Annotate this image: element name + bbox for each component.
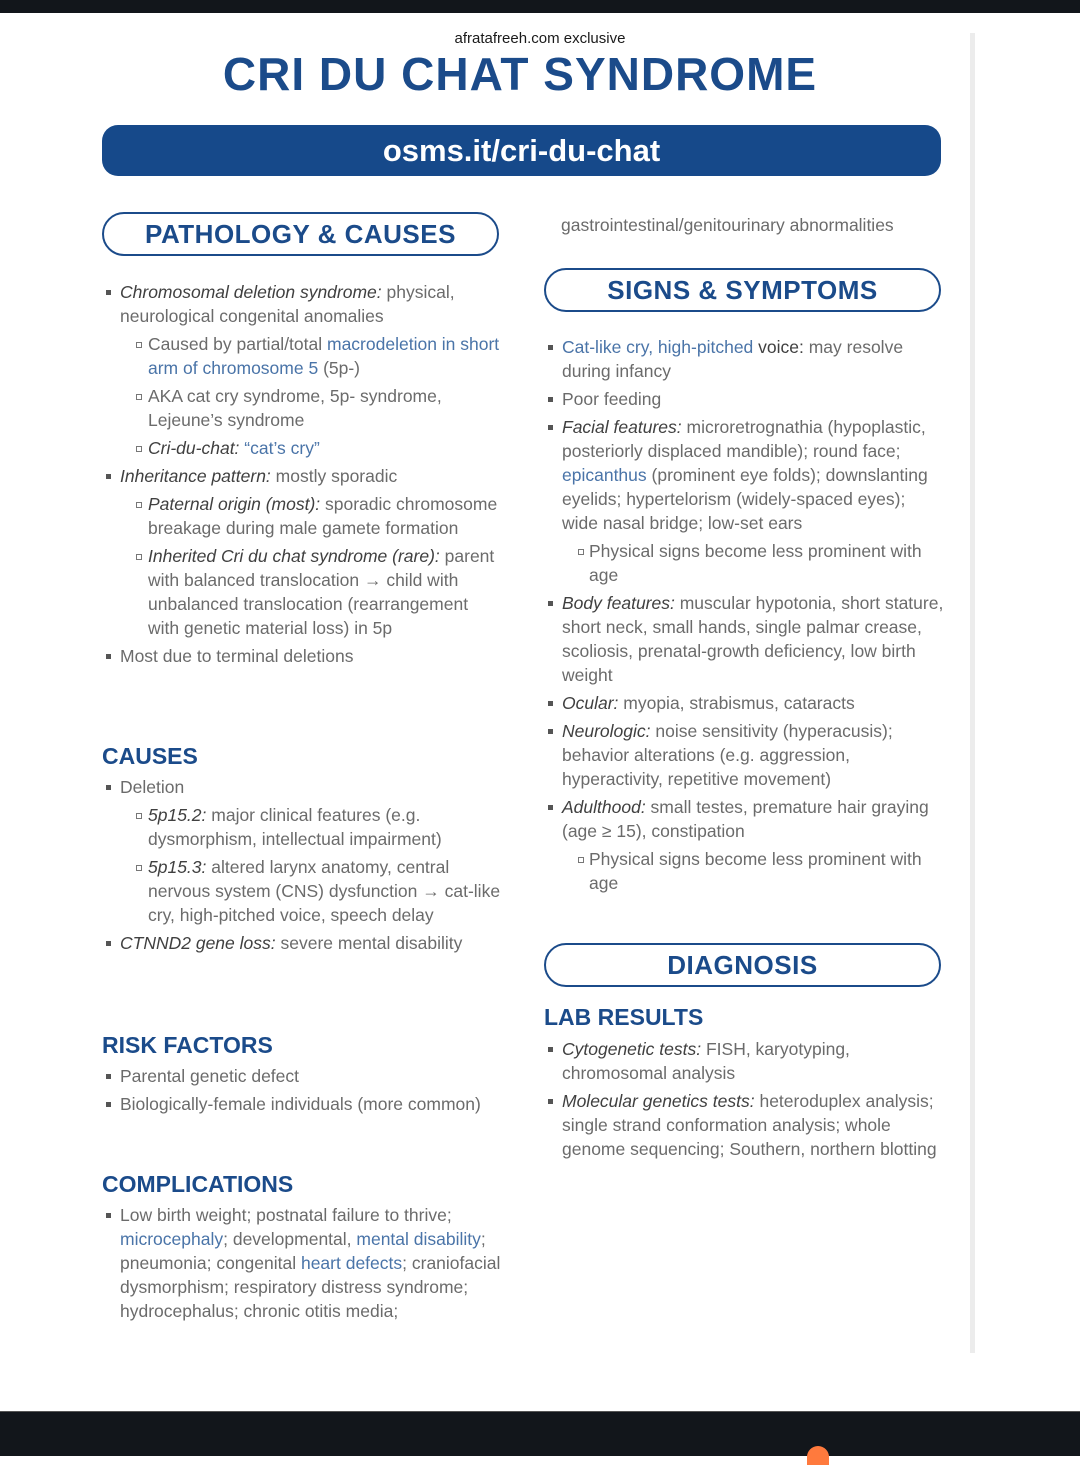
link[interactable]: epicanthus <box>562 465 647 485</box>
link[interactable]: heart defects <box>300 1253 403 1273</box>
list-item: Most due to terminal deletions <box>103 644 503 668</box>
list-item: Parental genetic defect <box>103 1064 503 1088</box>
list-item: AKA cat cry syndrome, 5p- syndrome, Lejeune’s syndrome <box>103 384 503 432</box>
section-heading-text: PATHOLOGY & CAUSES <box>145 218 456 249</box>
link[interactable]: microcephaly <box>120 1229 224 1249</box>
page-title: CRI DU CHAT SYNDROME <box>222 48 818 100</box>
list-item: Biologically-female individuals (more common) <box>103 1092 503 1116</box>
complications-continued: gastrointestinal/genitourinary abnormalities <box>561 215 894 235</box>
list-item: Neurologic: noise sensitivity (hyperacusis); behavior alterations (e.g. aggression, hyperactivity, repetitive movement) <box>545 719 945 791</box>
list-item: Low birth weight; postnatal failure to thrive; microcephaly; developmental, mental disability; pneumonia; congenital heart defects; craniofacial dysmorphism; respiratory distress syndrome; hydrocephalus; chronic otitis media; <box>103 1203 503 1323</box>
list-item: Molecular genetics tests: heteroduplex analysis; single strand conformation analysis; whole genome sequencing; Southern, northern blotting <box>545 1089 945 1161</box>
bottom-navigation-bar <box>0 1411 1080 1456</box>
list-item: CTNND2 gene loss: severe mental disability <box>103 931 503 955</box>
risk-factors-list <box>103 1064 503 1120</box>
list-item: 5p15.3: altered larynx anatomy, central nervous system (CNS) dysfunction → cat-like cry, high-pitched voice, speech delay <box>103 855 503 927</box>
list-item: Inherited Cri du chat syndrome (rare): parent with balanced translocation → child with unbalanced translocation (rearrangement with genetic material loss) in 5p <box>103 544 503 640</box>
pathology-list <box>103 280 503 672</box>
list-item: Caused by partial/total macrodeletion in short arm of chromosome 5 (5p-) <box>103 332 503 380</box>
url-banner[interactable] <box>102 125 941 176</box>
list-item: Cytogenetic tests: FISH, karyotyping, chromosomal analysis <box>545 1037 945 1085</box>
lab-results-list <box>545 1037 945 1165</box>
list-item: Paternal origin (most): sporadic chromosome breakage during male gamete formation <box>103 492 503 540</box>
section-heading-text: DIAGNOSIS <box>667 949 818 980</box>
list-item: Physical signs become less prominent with age <box>545 539 945 587</box>
section-heading-pathology <box>102 212 499 256</box>
list-item: Facial features: microretrognathia (hypoplastic, posteriorly displaced mandible); round face; epicanthus (prominent eye folds); downslanting eyelids; hypertelorism (widely-spaced eyes); wide nasal bridge; low-set ears <box>545 415 945 535</box>
link[interactable]: mental disability <box>356 1229 481 1249</box>
top-status-bar <box>0 0 1080 13</box>
subheading-lab-results: LAB RESULTS <box>544 1004 704 1030</box>
watermark: afratafreeh.com exclusive <box>454 30 626 47</box>
page-edge-divider <box>970 33 975 1353</box>
list-item: Physical signs become less prominent with age <box>545 847 945 895</box>
subheading-complications: COMPLICATIONS <box>102 1171 294 1197</box>
list-item: 5p15.2: major clinical features (e.g. dysmorphism, intellectual impairment) <box>103 803 503 851</box>
link[interactable]: cat’s cry <box>250 438 314 458</box>
list-item: Inheritance pattern: mostly sporadic <box>103 464 503 488</box>
link[interactable]: macrodeletion in short arm of chromosome 5 <box>148 334 500 378</box>
causes-list <box>103 775 503 959</box>
section-heading-diagnosis <box>544 943 941 987</box>
list-item: Cat-like cry, high-pitched voice: may resolve during infancy <box>545 335 945 383</box>
signs-list <box>545 335 945 899</box>
list-item: Cri-du-chat: “cat’s cry” <box>103 436 503 460</box>
complications-list <box>103 1203 503 1327</box>
section-heading-signs <box>544 268 941 312</box>
subheading-causes: CAUSES <box>102 743 198 769</box>
list-item: Deletion <box>103 775 503 799</box>
list-item: Ocular: myopia, strabismus, cataracts <box>545 691 945 715</box>
section-heading-text: SIGNS & SYMPTOMS <box>607 274 878 305</box>
subheading-risk-factors: RISK FACTORS <box>102 1032 273 1058</box>
scroll-handle[interactable] <box>807 1446 829 1465</box>
list-item: Chromosomal deletion syndrome: physical, neurological congenital anomalies <box>103 280 503 328</box>
list-item: Adulthood: small testes, premature hair graying (age ≥ 15), constipation <box>545 795 945 843</box>
link[interactable]: Cat-like cry, high-pitched <box>562 337 754 357</box>
list-item: Body features: muscular hypotonia, short stature, short neck, small hands, single palmar crease, scoliosis, prenatal-growth deficiency, low birth weight <box>545 591 945 687</box>
url-link[interactable]: osms.it/cri-du-chat <box>382 132 661 168</box>
list-item: Poor feeding <box>545 387 945 411</box>
